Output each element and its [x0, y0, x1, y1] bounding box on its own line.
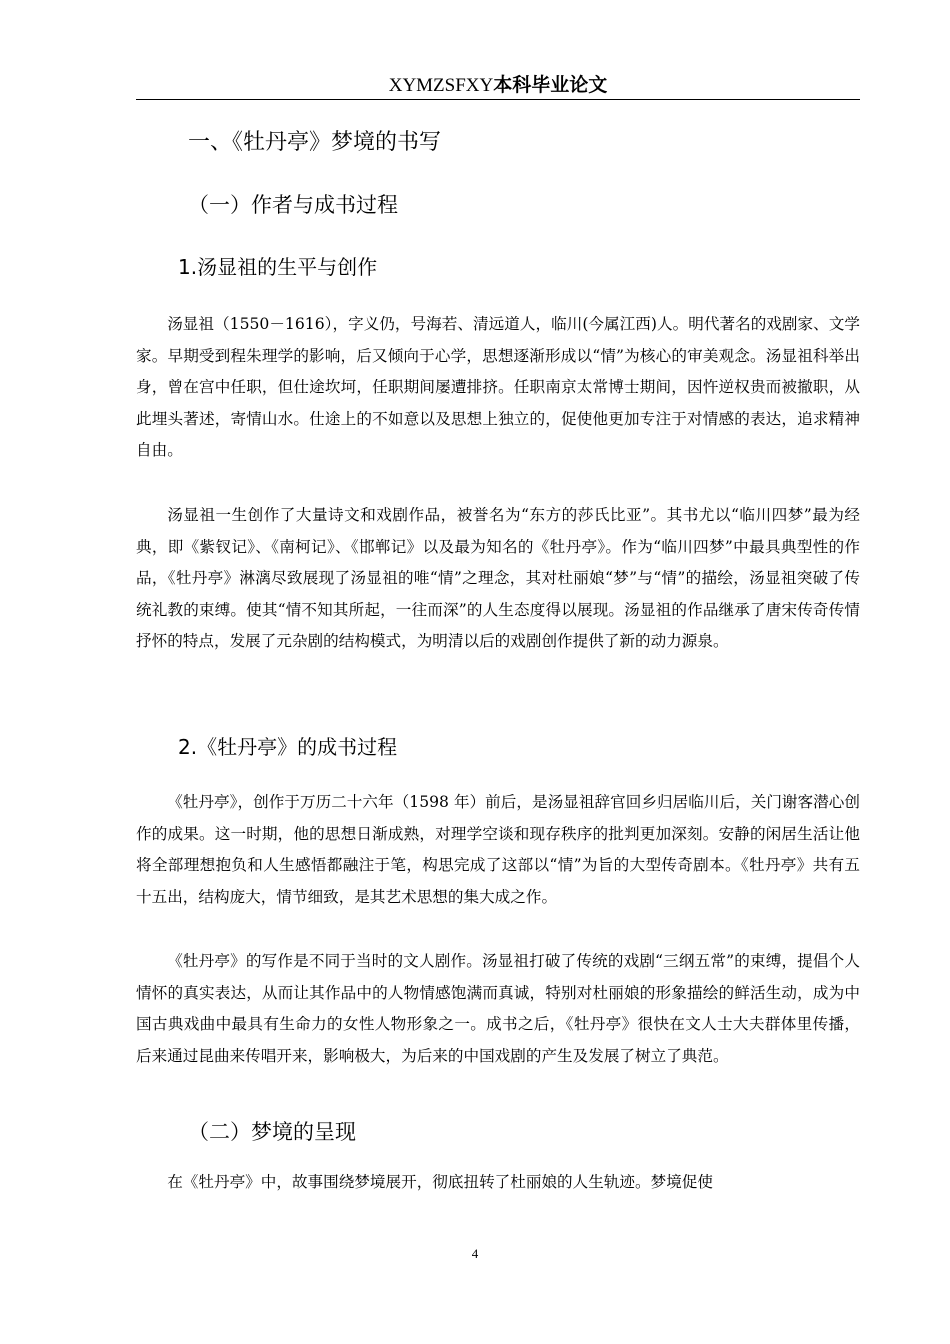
- header-latin: XYMZSFXY: [388, 75, 494, 96]
- section-heading: 一、《牡丹亭》梦境的书写: [188, 130, 442, 155]
- subsection-heading-2: （二）梦境的呈现: [188, 1120, 356, 1144]
- page-number: 4: [471, 1246, 479, 1261]
- header-chinese: 本科毕业论文: [493, 74, 608, 96]
- subsection-heading-1: （一）作者与成书过程: [188, 193, 398, 217]
- paragraph: 《牡丹亭》，创作于万历二十六年（1598 年）前后，是汤显祖辞官回乡归居临川后，关门谢客潜心创作的成果。这一时期，他的思想日渐成熟，对理学空谈和现存秩序的批判更加深刻。安静的闲居生活让他将全部理想抱负和人生感悟都融注于笔，构思完成了这部以“情”为旨的大型传奇剧本。《牡丹亭》共有五十五出，结构庞大，情节细致，是其艺术思想的集大成之作。: [136, 793, 860, 906]
- paragraph: 汤显祖一生创作了大量诗文和戏剧作品，被誉名为“东方的莎氏比亚”。其书尤以“临川四梦”最为经典，即《紫钗记》、《南柯记》、《邯郸记》以及最为知名的《牡丹亭》。作为“临川四梦”中最具典型性的作品，《牡丹亭》淋漓尽致展现了汤显祖的唯“情”之理念，其对杜丽娘“梦”与“情”的描绘，汤显祖突破了传统礼教的束缚。使其“情不知其所起，一往而深”的人生态度得以展现。汤显祖的作品继承了唐宋传奇传情抒怀的特点，发展了元杂剧的结构模式，为明清以后的戏剧创作提供了新的动力源泉。: [136, 506, 860, 651]
- item-heading-1: 1.汤显祖的生平与创作: [178, 255, 378, 279]
- paragraph: 汤显祖（1550－1616），字义仍，号海若、清远道人，临川(今属江西)人。明代著名的戏剧家、文学家。早期受到程朱理学的影响，后又倾向于心学，思想逐渐形成以“情”为核心的审美观念。汤显祖科举出身，曾在宫中任职，但仕途坎坷，任职期间屡遭排挤。任职南京太常博士期间，因忤逆权贵而被撤职，从此埋头著述，寄情山水。仕途上的不如意以及思想上独立的，促使他更加专注于对情感的表达，追求精神自由。: [136, 315, 860, 460]
- paragraph: 《牡丹亭》的写作是不同于当时的文人剧作。汤显祖打破了传统的戏剧“三纲五常”的束缚，提倡个人情怀的真实表达，从而让其作品中的人物情感饱满而真诚，特别对杜丽娘的形象描绘的鲜活生动，成为中国古典戏曲中最具有生命力的女性人物形象之一。成书之后，《牡丹亭》很快在文人士大夫群体里传播，后来通过昆曲来传唱开来，影响极大，为后来的中国戏剧的产生及发展了树立了典范。: [136, 952, 860, 1065]
- running-header: [136, 72, 860, 99]
- paragraph: 在《牡丹亭》中，故事围绕梦境展开，彻底扭转了杜丽娘的人生轨迹。梦境促使: [167, 1173, 713, 1191]
- header-rule: [136, 99, 860, 100]
- item-heading-2: 2.《牡丹亭》的成书过程: [178, 735, 398, 759]
